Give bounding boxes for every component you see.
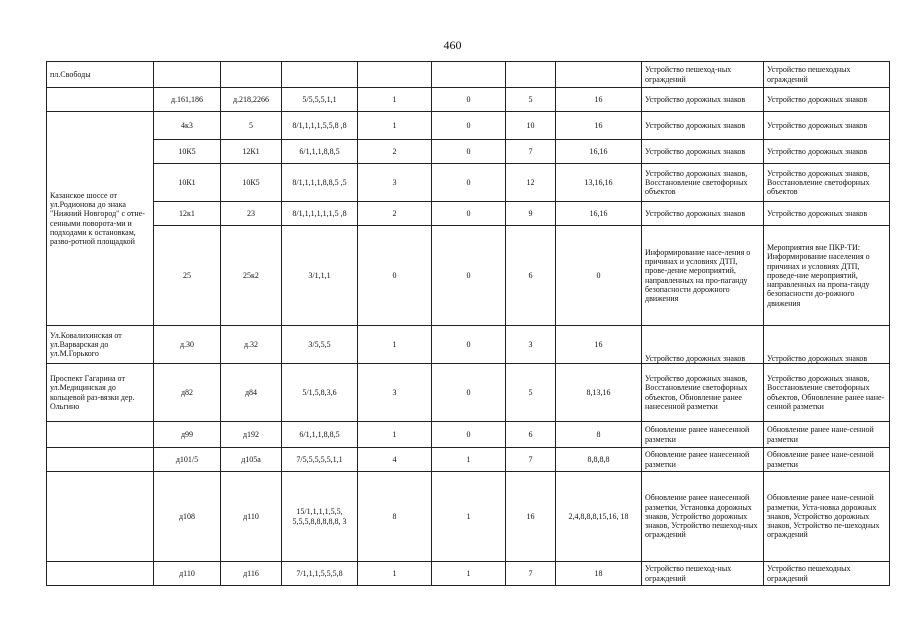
measure-cell: Устройство дорожных знаков (764, 140, 890, 164)
list-cell: 16,16 (556, 140, 642, 164)
measure-cell: Устройство дорожных знаков (764, 112, 890, 140)
count-cell: 3 (358, 164, 432, 202)
measure-cell: Устройство дорожных знаков (642, 326, 764, 364)
from-cell: 10К1 (154, 164, 221, 202)
to-cell: 25к2 (221, 226, 282, 326)
codes-cell: 5/1,5,8,3,6 (282, 364, 358, 422)
table-row (47, 140, 890, 164)
to-cell: д116 (221, 562, 282, 586)
measure-cell: Устройство пешеходных ограждений (764, 562, 890, 586)
measure-cell: Устройство пешеход-ных ограждений (642, 62, 764, 88)
table-row (47, 472, 890, 562)
location-cell-empty (47, 562, 154, 586)
table-row (47, 562, 890, 586)
measure-cell: Устройство дорожных знаков (764, 326, 890, 364)
from-cell: д82 (154, 364, 221, 422)
table-row (47, 326, 890, 364)
from-cell: д101/5 (154, 448, 221, 472)
count-cell: 0 (432, 88, 506, 112)
count-cell: 12 (506, 164, 556, 202)
count-cell: 0 (432, 164, 506, 202)
list-cell: 16 (556, 112, 642, 140)
count-cell: 6 (506, 226, 556, 326)
from-cell: 4к3 (154, 112, 221, 140)
to-cell: д110 (221, 472, 282, 562)
count-cell: 0 (432, 364, 506, 422)
count-cell: 7 (506, 448, 556, 472)
location-cell: Казанское шоссе от ул.Родионова до знака "Нижний Новгород" с отне-сенными поворота-ми и подходами к остановкам, разво-ротной площадкой (47, 112, 154, 326)
measure-cell: Устройство дорожных знаков, Восстановление светофорных объектов (764, 164, 890, 202)
to-cell: 12К1 (221, 140, 282, 164)
codes-cell: 6/1,1,1,8,8,5 (282, 140, 358, 164)
count-cell: 10 (506, 112, 556, 140)
count-cell: 8 (358, 472, 432, 562)
count-cell: 0 (432, 202, 506, 226)
measure-cell: Устройство дорожных знаков (642, 202, 764, 226)
measure-cell: Устройство пешеходных ограждений (764, 62, 890, 88)
location-cell-empty (47, 448, 154, 472)
list-cell: 16 (556, 88, 642, 112)
to-cell: 5 (221, 112, 282, 140)
list-cell: 0 (556, 226, 642, 326)
count-cell: 3 (358, 364, 432, 422)
count-cell: 0 (432, 422, 506, 448)
count-cell: 0 (432, 140, 506, 164)
count-cell: 1 (432, 448, 506, 472)
to-cell: д84 (221, 364, 282, 422)
measure-cell: Обновление ранее нанесенной разметки (642, 448, 764, 472)
codes-cell: 5/5,5,5,1,1 (282, 88, 358, 112)
measure-cell: Устройство дорожных знаков, Восстановление светофорных объектов (642, 164, 764, 202)
count-cell: 0 (432, 112, 506, 140)
codes-cell: 8/1,1,1,1,8,8,5 ,5 (282, 164, 358, 202)
list-cell: 16 (556, 326, 642, 364)
to-cell: д192 (221, 422, 282, 448)
count-cell: 1 (358, 88, 432, 112)
measure-cell: Обновление ранее нане-сенной разметки (764, 422, 890, 448)
count-cell: 1 (432, 472, 506, 562)
measure-cell: Устройство дорожных знаков (642, 112, 764, 140)
measure-cell: Информирование насе-ления о причинах и условиях ДТП, прове-дение мероприятий, направленных на про-паганду безопасности дорожного движения (642, 226, 764, 326)
measure-cell: Мероприятия вне ПКР-ТИ: Информирование населения о причинах и условиях ДТП, проведе-ние мероприятий, направленных на пропа-ганду безопасности до-рожного движения (764, 226, 890, 326)
measure-cell: Обновление ранее нанесенной разметки (642, 422, 764, 448)
count-cell: 3 (506, 326, 556, 364)
codes-cell: 8/1,1,1,1,5,5,8 ,8 (282, 112, 358, 140)
count-cell: 0 (432, 226, 506, 326)
count-cell: 1 (358, 326, 432, 364)
count-cell: 9 (506, 202, 556, 226)
table-row (47, 62, 890, 88)
count-cell: 1 (432, 562, 506, 586)
count-cell: 2 (358, 202, 432, 226)
measure-cell: Устройство дорожных знаков (764, 88, 890, 112)
from-cell: д.30 (154, 326, 221, 364)
to-cell: д.218,2266 (221, 88, 282, 112)
list-cell: 18 (556, 562, 642, 586)
location-cell: пл.Свободы (47, 62, 154, 88)
from-cell: д99 (154, 422, 221, 448)
from-cell: д110 (154, 562, 221, 586)
table-row (47, 202, 890, 226)
codes-cell: 7/5,5,5,5,5,1,1 (282, 448, 358, 472)
page-number: 460 (443, 38, 462, 52)
table-row (47, 226, 890, 326)
location-cell: Проспект Гагарина от ул.Медицинская до кольцевой раз-вязки дер. Ольгино (47, 364, 154, 422)
codes-cell: 8/1,1,1,1,1,1,5 ,8 (282, 202, 358, 226)
measure-cell: Устройство дорожных знаков, Восстановление светофорных объектов, Обновление ранее нане-сенной разметки (764, 364, 890, 422)
location-cell-empty (47, 422, 154, 448)
measures-table (46, 61, 890, 586)
table-row (47, 164, 890, 202)
count-cell: 7 (506, 140, 556, 164)
count-cell (506, 62, 556, 88)
measure-cell: Обновление ранее нане-сенной разметки, Уста-новка дорожных знаков, Устройство дорожных знаков, Устройство пе-шеходных ограждений (764, 472, 890, 562)
location-cell-empty (47, 472, 154, 562)
to-cell: 10К5 (221, 164, 282, 202)
location-cell: Ул.Ковалихинская от ул.Варварская до ул.М.Горького (47, 326, 154, 364)
list-cell: 2,4,8,8,8,15,16, 18 (556, 472, 642, 562)
list-cell (556, 62, 642, 88)
codes-cell: 7/1,1,1,5,5,5,8 (282, 562, 358, 586)
list-cell: 8,8,8,8 (556, 448, 642, 472)
measure-cell: Устройство дорожных знаков (642, 88, 764, 112)
from-cell: д.161,186 (154, 88, 221, 112)
measure-cell: Устройство пешеход-ных ограждений (642, 562, 764, 586)
measure-cell: Обновление ранее нане-сенной разметки (764, 448, 890, 472)
from-cell: д108 (154, 472, 221, 562)
from-cell: 10К5 (154, 140, 221, 164)
to-cell (221, 62, 282, 88)
count-cell: 6 (506, 422, 556, 448)
count-cell: 1 (358, 562, 432, 586)
list-cell: 8 (556, 422, 642, 448)
count-cell: 1 (358, 422, 432, 448)
list-cell: 16,16 (556, 202, 642, 226)
to-cell: д.32 (221, 326, 282, 364)
count-cell: 16 (506, 472, 556, 562)
location-cell-empty (47, 88, 154, 112)
count-cell: 0 (358, 226, 432, 326)
count-cell: 5 (506, 88, 556, 112)
measure-cell: Устройство дорожных знаков, Восстановление светофорных объектов, Обновление ранее нанесенной разметки (642, 364, 764, 422)
measure-cell: Устройство дорожных знаков (764, 202, 890, 226)
codes-cell (282, 62, 358, 88)
count-cell: 7 (506, 562, 556, 586)
table-row (47, 88, 890, 112)
list-cell: 13,16,16 (556, 164, 642, 202)
table-row (47, 112, 890, 140)
count-cell (432, 62, 506, 88)
from-cell: 12к1 (154, 202, 221, 226)
table-row (47, 422, 890, 448)
count-cell: 4 (358, 448, 432, 472)
count-cell: 1 (358, 112, 432, 140)
count-cell: 2 (358, 140, 432, 164)
measure-cell: Обновление ранее нанесенной разметки, Установка дорожных знаков, Устройство дорожных знаков, Устройство пешеход-ных ограждений (642, 472, 764, 562)
codes-cell: 15/1,1,1,1,5,5, 5,5,5,8,8,8,8,8, 3 (282, 472, 358, 562)
to-cell: 23 (221, 202, 282, 226)
table-row (47, 448, 890, 472)
codes-cell: 3/1,1,1 (282, 226, 358, 326)
to-cell: д105а (221, 448, 282, 472)
from-cell: 25 (154, 226, 221, 326)
table-row (47, 364, 890, 422)
count-cell (358, 62, 432, 88)
count-cell: 0 (432, 326, 506, 364)
codes-cell: 3/5,5,5 (282, 326, 358, 364)
count-cell: 5 (506, 364, 556, 422)
measure-cell: Устройство дорожных знаков (642, 140, 764, 164)
from-cell (154, 62, 221, 88)
list-cell: 8,13,16 (556, 364, 642, 422)
codes-cell: 6/1,1,1,8,8,5 (282, 422, 358, 448)
